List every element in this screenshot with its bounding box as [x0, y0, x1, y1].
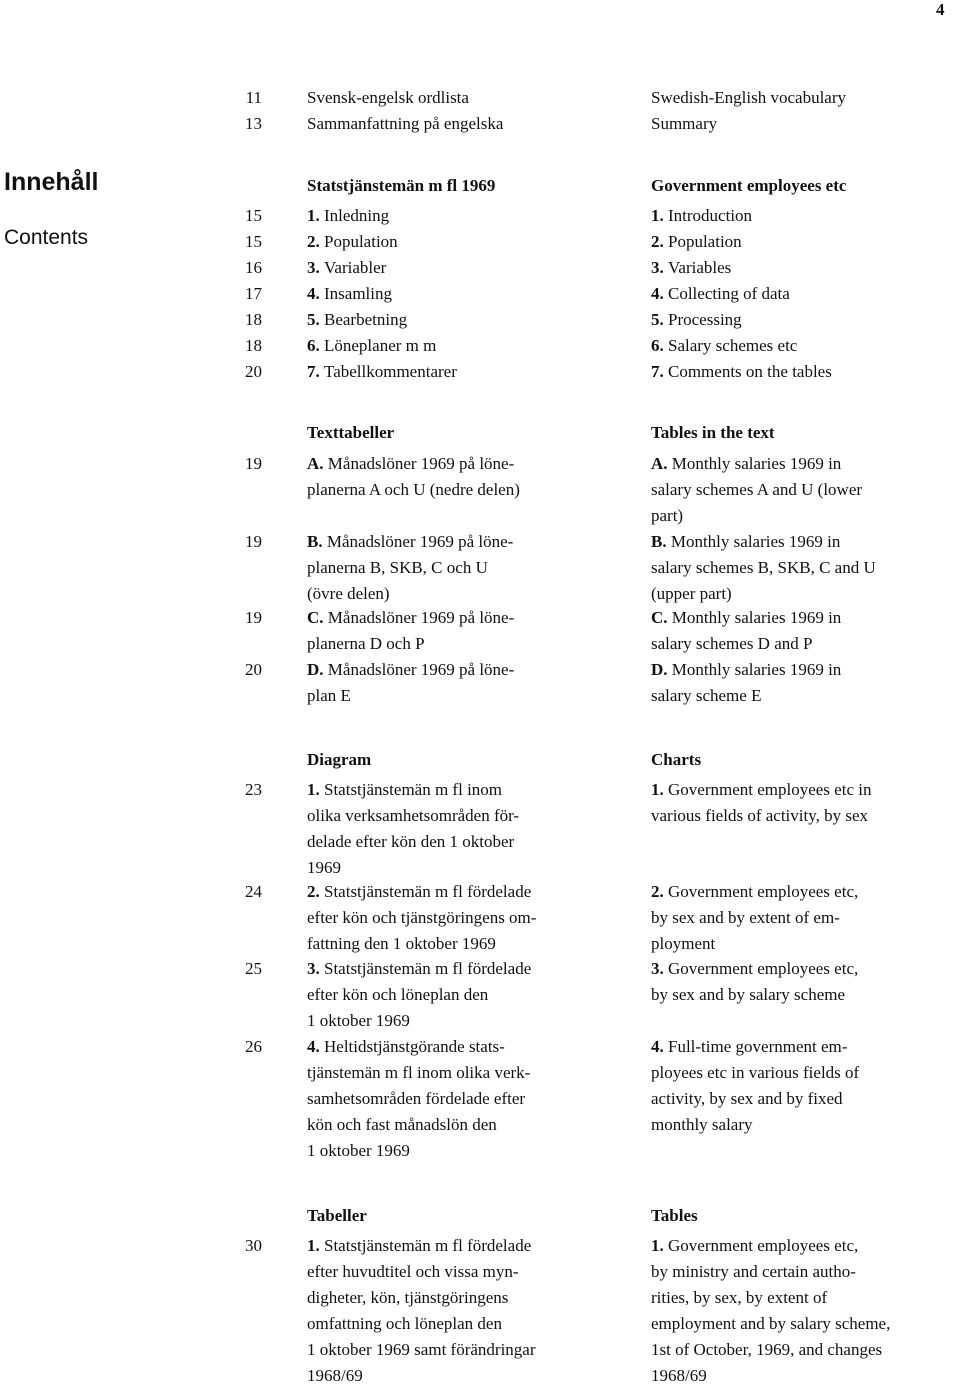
entry-line: various fields of activity, by sex: [651, 806, 869, 825]
toc-page-number: 18: [245, 310, 262, 329]
toc-entry-sv: Sammanfattning på engelska: [307, 114, 504, 133]
toc-entry-sv: [307, 229, 627, 255]
entry-line: B. Monthly salaries 1969 in: [651, 532, 841, 551]
toc-entry-sv: [307, 777, 627, 881]
entry-line: 1 oktober 1969 samt förändringar: [307, 1340, 536, 1359]
toc-page-number: 25: [245, 959, 262, 978]
entry-number: B.: [307, 532, 327, 551]
entry-number: A.: [307, 454, 328, 473]
toc-entry-en: [651, 605, 951, 657]
entry-number: 3.: [307, 959, 324, 978]
toc-entry-sv: [307, 1233, 627, 1389]
entry-number: 3.: [651, 959, 668, 978]
toc-page-number: 30: [245, 1236, 262, 1255]
entry-line: salary scheme E: [651, 686, 762, 705]
entry-number: 6.: [651, 336, 668, 355]
entry-line: olika verksamhetsområden för-: [307, 806, 520, 825]
toc-page-number: 13: [245, 114, 262, 133]
entry-line: omfattning och löneplan den: [307, 1314, 502, 1333]
entry-line: 2. Statstjänstemän m fl fördelade: [307, 882, 532, 901]
entry-number: 4.: [307, 284, 324, 303]
entry-line: D. Monthly salaries 1969 in: [651, 660, 842, 679]
toc-entry-sv: [307, 1034, 627, 1164]
entry-line: 1. Introduction: [651, 206, 753, 225]
entry-number: 5.: [307, 310, 324, 329]
entry-line: planerna A och U (nedre delen): [307, 480, 520, 499]
entry-number: 4.: [651, 284, 668, 303]
toc-page-number: 15: [245, 206, 262, 225]
entry-line: 1 oktober 1969: [307, 1141, 410, 1160]
entry-line: tjänstemän m fl inom olika verk-: [307, 1063, 531, 1082]
toc-entry-en: Swedish-English vocabulary: [651, 88, 846, 107]
entry-line: 1. Government employees etc in: [651, 780, 872, 799]
toc-entry-sv: [307, 451, 627, 503]
entry-line: 1. Inledning: [307, 206, 390, 225]
entry-line: 1st of October, 1969, and changes: [651, 1340, 883, 1359]
entry-line: 1968/69: [651, 1366, 707, 1385]
entry-line: by sex and by salary scheme: [651, 985, 846, 1004]
entry-line: by sex and by extent of em-: [651, 908, 840, 927]
entry-number: C.: [307, 608, 328, 627]
toc-page-number: 16: [245, 258, 262, 277]
toc-page-number: 18: [245, 336, 262, 355]
entry-line: C. Månadslöner 1969 på löne-: [307, 608, 515, 627]
entry-line: A. Monthly salaries 1969 in: [651, 454, 842, 473]
entry-line: planerna B, SKB, C och U: [307, 558, 488, 577]
entry-number: 5.: [651, 310, 668, 329]
entry-line: fattning den 1 oktober 1969: [307, 934, 496, 953]
toc-entry-sv: [307, 333, 627, 359]
entry-line: employment and by salary scheme,: [651, 1314, 891, 1333]
toc-entry-en: [651, 1034, 951, 1138]
entry-number: 2.: [307, 882, 324, 901]
entry-number: 4.: [307, 1037, 324, 1056]
section-heading-sv: Tabeller: [307, 1206, 367, 1225]
toc-entry-sv: [307, 529, 627, 607]
entry-line: A. Månadslöner 1969 på löne-: [307, 454, 515, 473]
toc-entry-en: Summary: [651, 114, 718, 133]
entry-number: 7.: [307, 362, 324, 381]
entry-number: 6.: [307, 336, 324, 355]
entry-number: 1.: [651, 780, 668, 799]
entry-number: 1.: [307, 1236, 324, 1255]
toc-page-number: 19: [245, 454, 262, 473]
entry-line: digheter, kön, tjänstgöringens: [307, 1288, 509, 1307]
entry-line: efter huvudtitel och vissa myn-: [307, 1262, 519, 1281]
entry-number: 2.: [651, 882, 668, 901]
entry-line: delade efter kön den 1 oktober: [307, 832, 515, 851]
toc-entry-en: [651, 229, 951, 255]
toc-entry-en: [651, 359, 951, 385]
entry-line: salary schemes D and P: [651, 634, 813, 653]
entry-line: 6. Löneplaner m m: [307, 336, 437, 355]
toc-entry-sv: [307, 359, 627, 385]
entry-line: 1 oktober 1969: [307, 1011, 410, 1030]
entry-number: A.: [651, 454, 672, 473]
entry-line: 2. Population: [307, 232, 398, 251]
entry-line: efter kön och löneplan den: [307, 985, 489, 1004]
entry-number: 2.: [307, 232, 324, 251]
entry-line: 3. Government employees etc,: [651, 959, 859, 978]
entry-line: (upper part): [651, 584, 732, 603]
toc-page-number: 19: [245, 532, 262, 551]
toc-entry-en: [651, 657, 951, 709]
entry-number: 1.: [307, 780, 324, 799]
toc-entry-en: [651, 333, 951, 359]
section-heading-en: Tables in the text: [651, 423, 775, 442]
entry-line: monthly salary: [651, 1115, 753, 1134]
entry-line: 5. Processing: [651, 310, 742, 329]
title-contents: Contents: [4, 226, 89, 249]
entry-line: by ministry and certain autho-: [651, 1262, 856, 1281]
entry-line: planerna D och P: [307, 634, 425, 653]
toc-page-number: 23: [245, 780, 262, 799]
toc-entry-sv: [307, 605, 627, 657]
entry-number: 2.: [651, 232, 668, 251]
entry-number: 4.: [651, 1037, 668, 1056]
entry-line: 1. Statstjänstemän m fl inom: [307, 780, 503, 799]
toc-entry-sv: [307, 657, 627, 709]
entry-line: salary schemes A and U (lower: [651, 480, 863, 499]
page-number: 4: [936, 0, 945, 19]
entry-line: 4. Insamling: [307, 284, 392, 303]
section-heading-sv: Texttabeller: [307, 423, 395, 442]
section-heading-sv: Diagram: [307, 750, 372, 769]
entry-line: 7. Tabellkommentarer: [307, 362, 457, 381]
toc-page-number: 19: [245, 608, 262, 627]
toc-entry-en: [651, 203, 951, 229]
section-heading-en: Government employees etc: [651, 176, 847, 195]
entry-number: 3.: [307, 258, 324, 277]
toc-entry-sv: [307, 203, 627, 229]
entry-line: 4. Collecting of data: [651, 284, 790, 303]
entry-line: 1969: [307, 858, 341, 877]
entry-number: 1.: [307, 206, 324, 225]
entry-line: activity, by sex and by fixed: [651, 1089, 843, 1108]
toc-entry-en: [651, 451, 951, 529]
toc-entry-en: [651, 956, 951, 1008]
entry-line: 4. Full-time government em-: [651, 1037, 848, 1056]
entry-number: C.: [651, 608, 672, 627]
toc-entry-en: [651, 255, 951, 281]
section-heading-en: Charts: [651, 750, 702, 769]
entry-number: D.: [307, 660, 328, 679]
entry-line: ployment: [651, 934, 716, 953]
toc-page-number: 20: [245, 362, 262, 381]
entry-number: 1.: [651, 206, 668, 225]
toc-entry-sv: [307, 255, 627, 281]
section-heading-en: Tables: [651, 1206, 698, 1225]
toc-page-number: 17: [245, 284, 262, 303]
entry-line: part): [651, 506, 684, 525]
entry-line: D. Månadslöner 1969 på löne-: [307, 660, 515, 679]
toc-entry-sv: Svensk-engelsk ordlista: [307, 88, 469, 107]
entry-line: 3. Statstjänstemän m fl fördelade: [307, 959, 532, 978]
entry-number: B.: [651, 532, 671, 551]
toc-entry-en: [651, 777, 951, 829]
toc-page-number: 20: [245, 660, 262, 679]
entry-line: efter kön och tjänstgöringens om-: [307, 908, 537, 927]
toc-entry-sv: [307, 307, 627, 333]
entry-number: 7.: [651, 362, 668, 381]
entry-line: 3. Variables: [651, 258, 732, 277]
entry-line: (övre delen): [307, 584, 390, 603]
entry-line: 3. Variabler: [307, 258, 387, 277]
entry-line: salary schemes B, SKB, C and U: [651, 558, 876, 577]
toc-entry-sv: [307, 956, 627, 1034]
title-innehall: Innehåll: [4, 168, 99, 196]
entry-line: 2. Government employees etc,: [651, 882, 859, 901]
entry-number: 3.: [651, 258, 668, 277]
toc-entry-en: [651, 529, 951, 607]
entry-line: rities, by sex, by extent of: [651, 1288, 828, 1307]
entry-line: C. Monthly salaries 1969 in: [651, 608, 842, 627]
entry-line: 1. Statstjänstemän m fl fördelade: [307, 1236, 532, 1255]
toc-entry-sv: [307, 879, 627, 957]
entry-line: B. Månadslöner 1969 på löne-: [307, 532, 514, 551]
entry-number: D.: [651, 660, 672, 679]
entry-line: plan E: [307, 686, 351, 705]
toc-page-number: 11: [245, 88, 262, 107]
entry-line: ployees etc in various fields of: [651, 1063, 860, 1082]
entry-line: 6. Salary schemes etc: [651, 336, 798, 355]
entry-line: 1. Government employees etc,: [651, 1236, 859, 1255]
toc-entry-en: [651, 1233, 951, 1389]
entry-line: 4. Heltidstjänstgörande stats-: [307, 1037, 505, 1056]
entry-line: samhetsområden fördelade efter: [307, 1089, 526, 1108]
toc-entry-sv: [307, 281, 627, 307]
entry-number: 1.: [651, 1236, 668, 1255]
entry-line: 7. Comments on the tables: [651, 362, 832, 381]
toc-page-number: 24: [245, 882, 262, 901]
entry-line: 5. Bearbetning: [307, 310, 408, 329]
toc-entry-en: [651, 281, 951, 307]
entry-line: kön och fast månadslön den: [307, 1115, 497, 1134]
entry-line: 2. Population: [651, 232, 742, 251]
toc-page-number: 15: [245, 232, 262, 251]
entry-line: 1968/69: [307, 1366, 363, 1385]
toc-entry-en: [651, 879, 951, 957]
toc-page-number: 26: [245, 1037, 262, 1056]
section-heading-sv: Statstjänstemän m fl 1969: [307, 176, 496, 195]
toc-entry-en: [651, 307, 951, 333]
